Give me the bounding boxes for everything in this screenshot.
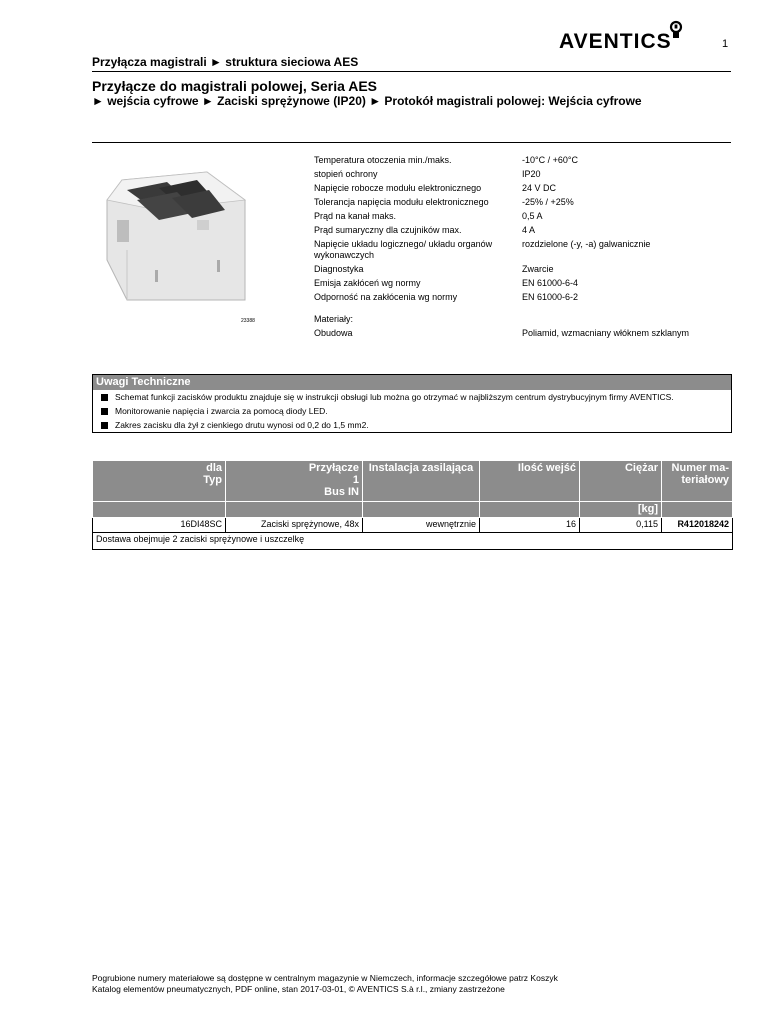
spec-row xyxy=(314,169,734,180)
logo-text: AVENTICS xyxy=(559,30,672,53)
spec-value: 0,5 A xyxy=(522,211,543,221)
spec-label: Napięcie robocze modułu elektronicznego xyxy=(314,183,482,193)
technical-notes-box xyxy=(92,374,732,433)
col-header-weight: Ciężar xyxy=(580,461,662,502)
page-number: 1 xyxy=(722,38,729,50)
spec-label: Temperatura otoczenia min./maks. xyxy=(314,155,452,165)
col-header-supply: Instalacja zasilająca xyxy=(363,461,480,502)
spec-value: Zwarcie xyxy=(522,264,554,274)
table-note-row xyxy=(93,533,733,550)
note-text: Schemat funkcji zacisków produktu znajduje się w instrukcji obsługi lub można go otrzymać w najbliższym centrum dystrybucyjnym firmy AVENTICS. xyxy=(115,392,674,402)
breadcrumb: Przyłącza magistrali ► struktura sieciowa AES xyxy=(92,55,359,69)
col-header-type: dla Typ xyxy=(93,461,226,502)
spec-label: Emisja zakłóceń wg normy xyxy=(314,278,421,288)
cell-part-number: R412018242 xyxy=(662,518,733,533)
spec-label: Prąd na kanał maks. xyxy=(314,211,397,221)
materials-value: Poliamid, wzmacniany włóknem szklanym xyxy=(522,328,690,338)
footer-line-2: Katalog elementów pneumatycznych, PDF online, stan 2017-03-01, © AVENTICS S.à r.l., zmiany zastrzeżone xyxy=(92,984,505,994)
cell-supply: wewnętrznie xyxy=(363,518,480,533)
cell-connection: Zaciski sprężynowe, 48x xyxy=(226,518,363,533)
spec-label: Diagnostyka xyxy=(314,264,364,274)
divider xyxy=(92,71,731,72)
table-row xyxy=(93,518,733,533)
spec-row xyxy=(314,211,734,222)
spec-label: Odporność na zakłócenia wg normy xyxy=(314,292,458,302)
logo-mark-icon xyxy=(671,22,681,38)
list-item xyxy=(93,390,731,404)
product-table xyxy=(92,460,733,550)
spec-list xyxy=(314,155,734,342)
cell-type: 16DI48SC xyxy=(93,518,226,533)
spec-row xyxy=(314,292,734,303)
table-unit-row xyxy=(93,502,733,518)
materials-row xyxy=(314,328,734,339)
spec-value: EN 61000-6-4 xyxy=(522,278,579,288)
spec-value: 24 V DC xyxy=(522,183,557,193)
bullet-icon xyxy=(101,394,108,401)
divider xyxy=(92,142,731,143)
page-subtitle: ► wejścia cyfrowe ► Zaciski sprężynowe (IP20) ► Protokół magistrali polowej: Wejścia cyfrowe xyxy=(92,94,642,108)
spec-row xyxy=(314,278,734,289)
aventics-logo xyxy=(559,20,683,54)
col-header-inputs: Ilość wejść xyxy=(480,461,580,502)
cell-inputs: 16 xyxy=(480,518,580,533)
list-item xyxy=(93,404,731,418)
weight-unit: [kg] xyxy=(580,502,662,518)
image-code: 23388 xyxy=(241,318,255,324)
spec-label: Napięcie układu logicznego/ układu organów wykonawczych xyxy=(314,239,493,260)
table-header-row xyxy=(93,461,733,502)
spec-value: EN 61000-6-2 xyxy=(522,292,579,302)
footer-line-1: Pogrubione numery materiałowe są dostępne w centralnym magazynie w Niemczech, informacje szczegółowe patrz Koszyk xyxy=(92,973,558,983)
spec-label: stopień ochrony xyxy=(314,169,378,179)
materials-label: Obudowa xyxy=(314,328,353,338)
footer xyxy=(92,973,558,995)
spec-row xyxy=(314,264,734,275)
spec-row xyxy=(314,197,734,208)
note-text: Zakres zacisku dla żył z cienkiego drutu wynosi od 0,2 do 1,5 mm2. xyxy=(115,420,369,430)
note-text: Monitorowanie napięcia i zwarcia za pomocą diody LED. xyxy=(115,406,328,416)
spec-value: rozdzielone (-y, -a) galwanicznie xyxy=(522,239,651,249)
delivery-note: Dostawa obejmuje 2 zaciski sprężynowe i uszczelkę xyxy=(93,533,733,550)
technical-notes-list xyxy=(93,390,731,432)
product-image xyxy=(97,160,247,305)
materials-heading: Materiały: xyxy=(314,314,354,324)
spec-label: Tolerancja napięcia modułu elektronicznego xyxy=(314,197,489,207)
col-header-part-number: Numer ma- teriałowy xyxy=(662,461,733,502)
bullet-icon xyxy=(101,408,108,415)
spec-row xyxy=(314,239,734,261)
spec-row xyxy=(314,225,734,236)
spec-value: -25% / +25% xyxy=(522,197,574,207)
col-header-connection: Przyłącze 1 Bus IN xyxy=(226,461,363,502)
cell-weight: 0,115 xyxy=(580,518,662,533)
spec-row xyxy=(314,155,734,166)
spec-value: -10°C / +60°C xyxy=(522,155,578,165)
technical-notes-heading: Uwagi Techniczne xyxy=(93,375,731,390)
bullet-icon xyxy=(101,422,108,429)
spec-row xyxy=(314,183,734,194)
spec-value: IP20 xyxy=(522,169,541,179)
spec-value: 4 A xyxy=(522,225,536,235)
page-title: Przyłącze do magistrali polowej, Seria AES xyxy=(92,78,378,94)
spec-label: Prąd sumaryczny dla czujników max. xyxy=(314,225,462,235)
list-item xyxy=(93,418,731,432)
